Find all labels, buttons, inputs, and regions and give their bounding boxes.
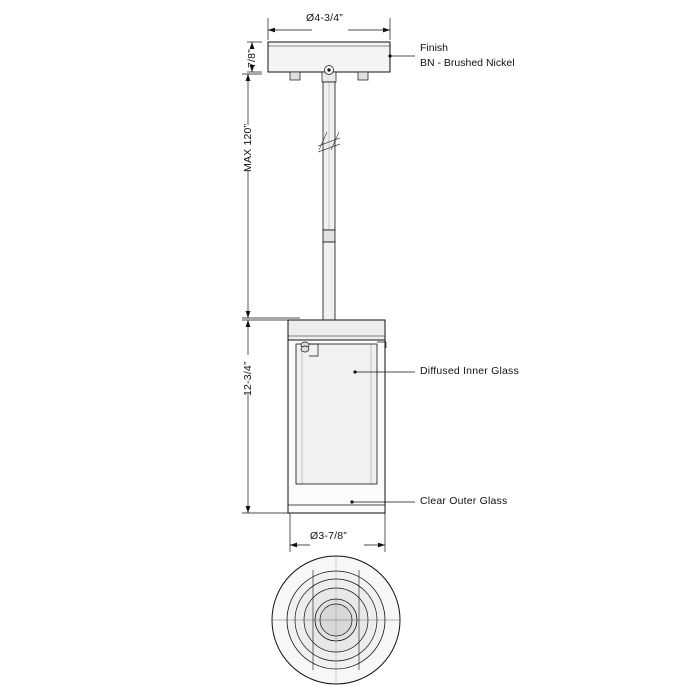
fixture-body [288, 320, 386, 513]
callout-finish-value: BN - Brushed Nickel [420, 57, 515, 69]
downrod [318, 82, 340, 320]
dim-label-body-height: 12-3/4” [242, 361, 254, 396]
dim-max-drop [242, 74, 300, 318]
callout-diffused-inner-glass: Diffused Inner Glass [420, 365, 519, 377]
canopy [268, 42, 390, 82]
dim-label-bottom-diameter: Ø3-7/8” [310, 530, 347, 542]
dim-label-top-diameter: Ø4-3/4” [306, 12, 343, 24]
dim-body-height [242, 320, 288, 513]
callout-clear-outer-glass: Clear Outer Glass [420, 495, 508, 507]
callout-finish [420, 41, 515, 71]
callout-finish-title: Finish [420, 42, 449, 54]
dim-label-canopy-height: 7/8” [246, 49, 258, 68]
dim-label-max-drop: MAX 120” [242, 123, 254, 172]
bottom-plan-view [272, 556, 400, 684]
